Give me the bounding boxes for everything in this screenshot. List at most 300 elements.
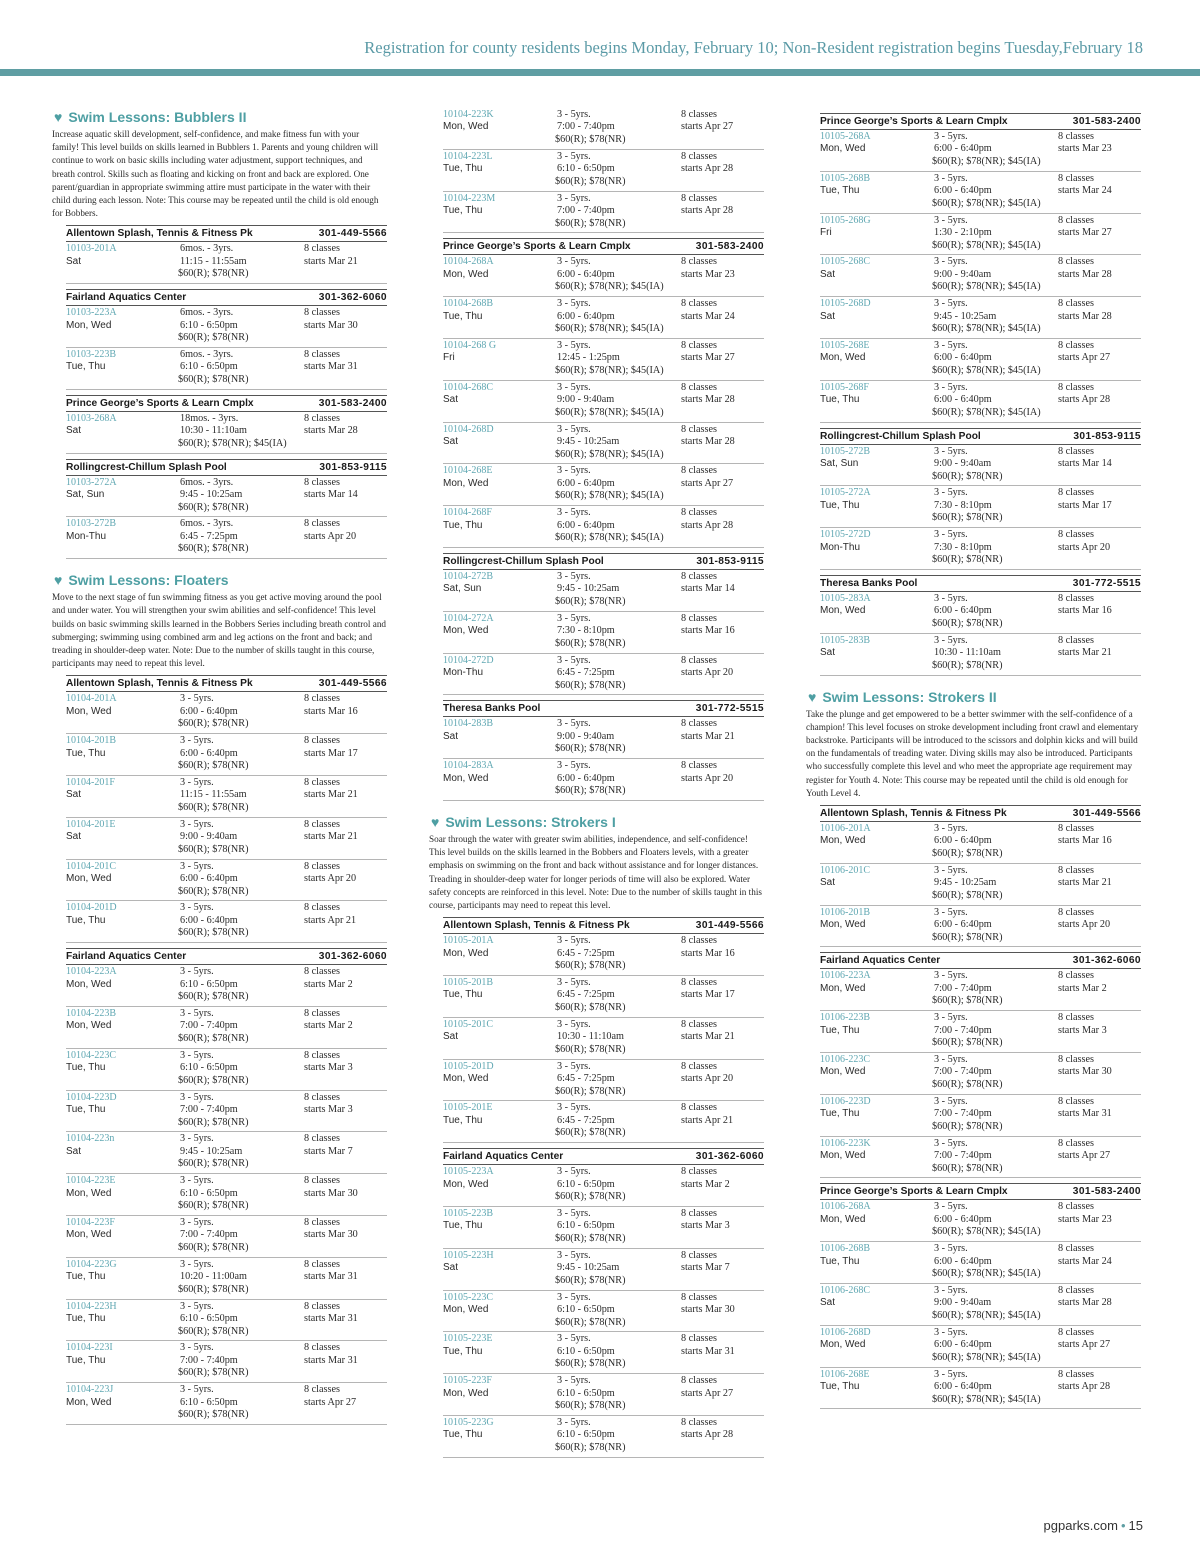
class-row <box>820 172 1141 214</box>
class-schedule-cell <box>304 477 387 502</box>
class-id-cell <box>820 907 932 932</box>
class-schedule-cell <box>304 1008 387 1033</box>
class-days: Mon, Wed <box>66 873 112 885</box>
location-phone: 301-583-2400 <box>318 397 387 409</box>
class-ages: 3 - 5yrs. <box>557 1333 591 1345</box>
class-days: Mon, Wed <box>443 1303 489 1315</box>
class-code-link[interactable]: 10105-201E <box>443 1102 493 1114</box>
class-ages: 3 - 5yrs. <box>934 592 968 604</box>
class-price: $60(R); $78(NR) <box>932 1162 1003 1174</box>
class-time: 6:10 - 6:50pm <box>180 1396 238 1408</box>
class-start: starts Mar 27 <box>681 352 735 364</box>
class-days: Sat <box>443 1262 459 1274</box>
class-schedule-cell <box>1058 865 1141 890</box>
class-code-link[interactable]: 10104-201F <box>66 777 115 789</box>
class-id-cell <box>443 1102 555 1127</box>
class-code-link[interactable]: 10105-268G <box>820 214 871 226</box>
class-schedule-cell <box>681 1375 764 1400</box>
class-row <box>820 445 1141 487</box>
class-days: Sat <box>820 647 836 659</box>
class-ages: 3 - 5yrs. <box>557 760 591 772</box>
class-code-link[interactable]: 10104-201A <box>66 693 117 705</box>
class-schedule-cell <box>304 413 387 438</box>
class-code-link[interactable]: 10104-223F <box>66 1216 115 1228</box>
class-code-link[interactable]: 10104-223C <box>66 1049 116 1061</box>
class-id-cell <box>443 424 555 449</box>
class-code-link[interactable]: 10104-223n <box>66 1133 115 1145</box>
class-code-link[interactable]: 10103-272A <box>66 476 117 488</box>
class-id-cell <box>66 243 178 268</box>
class-ages: 3 - 5yrs. <box>180 1258 214 1270</box>
class-schedule-cell <box>304 735 387 760</box>
class-price: $60(R); $78(NR); $45(IA) <box>932 406 1041 418</box>
location-header <box>443 917 764 934</box>
location-name: Allentown Splash, Tennis & Fitness Pk <box>820 807 1007 819</box>
class-schedule-cell <box>681 193 764 218</box>
class-code-link[interactable]: 10106-201B <box>820 906 870 918</box>
class-row <box>443 506 764 548</box>
class-schedule-cell <box>1058 970 1141 995</box>
class-ages: 3 - 5yrs. <box>557 507 591 519</box>
class-row <box>820 528 1141 570</box>
location-phone: 301-853-9115 <box>1073 430 1141 442</box>
class-code-link[interactable]: 10103-223B <box>66 349 116 361</box>
class-price: $60(R); $78(NR) <box>178 374 249 386</box>
class-price: $60(R); $78(NR); $45(IA) <box>555 281 664 293</box>
class-id-cell <box>66 693 178 718</box>
class-count: 8 classes <box>304 518 340 530</box>
class-code-link[interactable]: 10106-268D <box>820 1326 871 1338</box>
class-schedule-cell <box>304 1259 387 1284</box>
class-code-link[interactable]: 10104-223B <box>66 1008 116 1019</box>
class-row <box>66 412 387 454</box>
class-info-cell <box>180 735 304 760</box>
class-price: $60(R); $78(NR) <box>555 1358 626 1370</box>
class-start: starts Mar 2 <box>681 1178 730 1190</box>
class-ages: 3 - 5yrs. <box>934 214 968 226</box>
class-code-link[interactable]: 10104-268 G <box>443 339 497 351</box>
class-price: $60(R); $78(NR); $45(IA) <box>932 323 1041 335</box>
class-days: Tue, Thu <box>66 1104 106 1115</box>
class-days: Tue, Thu <box>820 1024 860 1036</box>
class-schedule-cell <box>681 613 764 638</box>
class-days: Tue, Thu <box>66 1312 106 1324</box>
class-info-cell <box>934 340 1058 365</box>
class-price: $60(R); $78(NR) <box>932 470 1003 482</box>
class-row <box>66 734 387 776</box>
location-name: Prince George’s Sports & Learn Cmplx <box>820 1186 1008 1198</box>
class-info-cell <box>557 718 681 743</box>
class-count: 8 classes <box>1058 1137 1094 1149</box>
class-time: 6:10 - 6:50pm <box>180 978 238 990</box>
class-code-link[interactable]: 10105-201D <box>443 1060 494 1072</box>
class-code-link[interactable]: 10105-272A <box>820 487 871 499</box>
location-header <box>820 805 1141 822</box>
class-count: 8 classes <box>1058 634 1094 646</box>
class-days: Tue, Thu <box>66 914 106 926</box>
class-ages: 3 - 5yrs. <box>180 1008 214 1019</box>
class-time: 9:00 - 9:40am <box>934 268 992 280</box>
class-code-link[interactable]: 10104-201D <box>66 902 117 914</box>
class-code-link[interactable]: 10103-268A <box>66 412 117 424</box>
class-count: 8 classes <box>1058 445 1094 457</box>
class-code-link[interactable]: 10106-223D <box>820 1095 871 1107</box>
class-time: 6:00 - 6:40pm <box>934 918 992 930</box>
class-start: starts Mar 7 <box>304 1145 353 1157</box>
class-price: $60(R); $78(NR) <box>178 1367 249 1379</box>
class-id-cell <box>820 1285 932 1310</box>
class-days: Sat <box>66 789 82 801</box>
class-ages: 3 - 5yrs. <box>934 298 968 310</box>
class-time: 11:15 - 11:55am <box>180 789 247 801</box>
class-count: 8 classes <box>681 150 717 162</box>
class-code-link[interactable]: 10106-223K <box>820 1137 871 1149</box>
class-id-cell <box>443 1417 555 1442</box>
class-info-cell <box>180 1259 304 1284</box>
class-code-link[interactable]: 10105-201C <box>443 1018 493 1030</box>
class-id-cell <box>443 109 555 134</box>
class-ages: 3 - 5yrs. <box>180 1384 214 1396</box>
class-schedule-cell <box>681 1166 764 1191</box>
class-ages: 3 - 5yrs. <box>934 1368 968 1380</box>
class-info-cell <box>934 970 1058 995</box>
class-price: $60(R); $78(NR) <box>555 1085 626 1097</box>
page-number: 15 <box>1128 1518 1143 1533</box>
class-code-link[interactable]: 10104-201C <box>66 860 116 872</box>
class-id-cell <box>66 966 178 991</box>
class-code-link[interactable]: 10106-223B <box>820 1012 870 1024</box>
class-code-link[interactable]: 10104-223E <box>66 1175 116 1187</box>
class-schedule-cell <box>681 507 764 532</box>
location-name: Prince George’s Sports & Learn Cmplx <box>820 116 1008 127</box>
class-id-cell <box>820 1012 932 1037</box>
class-price: $60(R); $78(NR); $45(IA) <box>932 156 1041 167</box>
class-count: 8 classes <box>681 935 717 947</box>
class-code-link[interactable]: 10104-268A <box>443 256 494 268</box>
class-days: Mon, Wed <box>820 1149 866 1161</box>
class-price: $60(R); $78(NR) <box>932 659 1003 671</box>
class-id-cell <box>66 1259 178 1284</box>
class-price: $60(R); $78(NR) <box>932 1078 1003 1090</box>
class-start: starts Mar 17 <box>304 747 358 759</box>
class-ages: 3 - 5yrs. <box>557 1166 591 1178</box>
class-code-link[interactable]: 10104-223A <box>66 966 117 978</box>
class-price: $60(R); $78(NR); $45(IA) <box>932 1393 1041 1405</box>
class-time: 6:10 - 6:50pm <box>180 319 238 331</box>
class-code-link[interactable]: 10106-268C <box>820 1284 870 1296</box>
class-code-link[interactable]: 10104-268E <box>443 465 493 477</box>
class-id-cell <box>443 465 555 490</box>
class-days: Sat, Sun <box>820 457 859 469</box>
class-price: $60(R); $78(NR) <box>932 889 1003 901</box>
class-row <box>820 864 1141 906</box>
class-start: starts Mar 16 <box>1058 605 1112 617</box>
class-code-link[interactable]: 10106-223A <box>820 970 871 982</box>
class-schedule-cell <box>681 1417 764 1442</box>
class-code-link[interactable]: 10104-223I <box>66 1342 113 1354</box>
class-id-cell <box>66 1050 178 1075</box>
class-code-link[interactable]: 10104-223G <box>66 1258 117 1270</box>
class-code-link[interactable]: 10104-272B <box>443 570 493 582</box>
class-row <box>443 654 764 696</box>
class-time: 6:10 - 6:50pm <box>180 1187 238 1199</box>
location-phone: 301-853-9115 <box>696 555 764 567</box>
class-ages: 3 - 5yrs. <box>557 1060 591 1072</box>
class-code-link[interactable]: 10104-223D <box>66 1091 117 1103</box>
class-row <box>443 1374 764 1416</box>
class-code-link[interactable]: 10104-268C <box>443 381 493 393</box>
class-ages: 3 - 5yrs. <box>557 339 591 351</box>
class-time: 6:00 - 6:40pm <box>934 1339 992 1351</box>
class-code-link[interactable]: 10106-223C <box>820 1053 870 1065</box>
class-info-cell <box>557 1292 681 1317</box>
class-id-cell <box>820 823 932 848</box>
class-start: starts Mar 14 <box>1058 457 1112 469</box>
class-ages: 3 - 5yrs. <box>180 1342 214 1354</box>
class-price: $60(R); $78(NR) <box>178 1116 249 1128</box>
class-schedule-cell <box>1058 1012 1141 1037</box>
class-info-cell <box>934 907 1058 932</box>
class-id-cell <box>820 970 932 995</box>
class-ages: 3 - 5yrs. <box>934 1137 968 1149</box>
class-code-link[interactable]: 10106-268A <box>820 1201 871 1213</box>
class-code-link[interactable]: 10105-201A <box>443 935 494 947</box>
class-code-link[interactable]: 10106-201A <box>820 822 871 834</box>
class-count: 8 classes <box>304 1300 340 1312</box>
class-code-link[interactable]: 10104-283B <box>443 718 493 730</box>
class-code-link[interactable]: 10105-223B <box>443 1207 493 1219</box>
class-code-link[interactable]: 10103-272B <box>66 518 116 530</box>
class-row <box>443 1291 764 1333</box>
class-code-link[interactable]: 10104-223M <box>443 192 496 204</box>
class-count: 8 classes <box>1058 487 1094 499</box>
class-schedule-cell <box>681 1292 764 1317</box>
class-code-link[interactable]: 10105-268D <box>820 298 871 310</box>
class-time: 6:00 - 6:40pm <box>557 310 615 322</box>
class-ages: 3 - 5yrs. <box>557 150 591 162</box>
class-count: 8 classes <box>304 777 340 789</box>
class-code-link[interactable]: 10103-201A <box>66 243 117 255</box>
class-days: Mon, Wed <box>66 1187 112 1199</box>
class-days: Tue, Thu <box>66 361 106 373</box>
class-schedule-cell <box>304 1133 387 1158</box>
column-1 <box>52 108 387 1425</box>
class-days: Sat <box>443 435 459 447</box>
class-id-cell <box>66 518 178 543</box>
class-count: 8 classes <box>304 243 340 255</box>
class-price: $60(R); $78(NR); $45(IA) <box>555 364 664 376</box>
class-time: 9:45 - 10:25am <box>180 1145 243 1157</box>
class-days: Tue, Thu <box>820 185 860 197</box>
section-title-text: Swim Lessons: Floaters <box>68 572 229 589</box>
class-code-link[interactable]: 10104-283A <box>443 760 494 772</box>
class-time: 9:00 - 9:40am <box>557 394 615 406</box>
class-days: Mon, Wed <box>66 705 112 717</box>
class-code-link[interactable]: 10104-272D <box>443 654 494 666</box>
class-code-link[interactable]: 10105-223E <box>443 1333 493 1345</box>
class-id-cell <box>66 819 178 844</box>
class-count: 8 classes <box>1058 864 1094 876</box>
class-code-link[interactable]: 10105-272B <box>820 445 870 457</box>
class-id-cell <box>820 382 932 407</box>
class-price: $60(R); $78(NR); $45(IA) <box>932 1268 1041 1280</box>
class-info-cell <box>180 1175 304 1200</box>
class-price: $60(R); $78(NR) <box>178 1158 249 1170</box>
class-code-link[interactable]: 10103-223A <box>66 307 117 319</box>
class-row <box>820 634 1141 676</box>
class-count: 8 classes <box>304 1133 340 1145</box>
class-ages: 3 - 5yrs. <box>180 735 214 747</box>
class-info-cell <box>934 1012 1058 1037</box>
class-start: starts Apr 28 <box>681 163 734 175</box>
class-code-link[interactable]: 10106-268B <box>820 1243 870 1255</box>
class-schedule-cell <box>681 1333 764 1358</box>
class-code-link[interactable]: 10104-268B <box>443 298 493 310</box>
class-ages: 3 - 5yrs. <box>934 1284 968 1296</box>
class-code-link[interactable]: 10104-223J <box>66 1384 114 1396</box>
class-code-link[interactable]: 10105-223G <box>443 1416 494 1428</box>
class-code-link[interactable]: 10104-201E <box>66 818 116 830</box>
class-price: $60(R); $78(NR) <box>178 927 249 939</box>
class-row <box>443 1165 764 1207</box>
class-ages: 3 - 5yrs. <box>557 1416 591 1428</box>
location-name: Allentown Splash, Tennis & Fitness Pk <box>66 678 253 690</box>
location-header <box>66 225 387 242</box>
class-count: 8 classes <box>681 1102 717 1114</box>
class-schedule-cell <box>304 1384 387 1409</box>
class-id-cell <box>820 1096 932 1121</box>
class-schedule-cell <box>1058 1369 1141 1394</box>
class-code-link[interactable]: 10105-268F <box>820 381 869 393</box>
class-info-cell <box>180 966 304 991</box>
class-code-link[interactable]: 10104-268D <box>443 423 494 435</box>
class-code-link[interactable]: 10104-201B <box>66 735 116 747</box>
class-info-cell <box>557 1061 681 1086</box>
class-ages: 3 - 5yrs. <box>557 465 591 477</box>
class-row <box>66 1049 387 1091</box>
class-code-link[interactable]: 10104-272A <box>443 612 494 624</box>
class-ages: 3 - 5yrs. <box>934 1243 968 1255</box>
class-start: starts Apr 20 <box>1058 541 1111 553</box>
class-start: starts Mar 2 <box>304 978 353 990</box>
class-time: 7:30 - 8:10pm <box>557 625 615 637</box>
location-name: Fairland Aquatics Center <box>66 951 187 963</box>
class-schedule-cell <box>304 518 387 543</box>
class-count: 8 classes <box>1058 381 1094 393</box>
class-info-cell <box>934 529 1058 554</box>
class-code-link[interactable]: 10105-283B <box>820 634 870 646</box>
class-code-link[interactable]: 10106-268E <box>820 1368 870 1380</box>
class-row <box>443 150 764 192</box>
class-info-cell <box>934 865 1058 890</box>
class-schedule-cell <box>304 1050 387 1075</box>
class-code-link[interactable]: 10105-223A <box>443 1166 494 1178</box>
class-code-link[interactable]: 10105-223H <box>443 1249 494 1261</box>
class-code-link[interactable]: 10104-223H <box>66 1300 117 1312</box>
class-start: starts Mar 21 <box>304 831 358 843</box>
class-info-cell <box>934 382 1058 407</box>
class-row <box>66 860 387 902</box>
class-row <box>820 486 1141 528</box>
class-ages: 3 - 5yrs. <box>934 529 968 541</box>
class-days: Mon, Wed <box>66 1396 112 1408</box>
class-code-link[interactable]: 10104-223L <box>443 150 493 162</box>
class-price: $60(R); $78(NR) <box>555 134 626 145</box>
class-code-link[interactable]: 10105-223F <box>443 1375 492 1387</box>
class-schedule-cell <box>304 349 387 374</box>
class-days: Sat <box>66 831 82 843</box>
class-code-link[interactable]: 10105-201B <box>443 976 493 988</box>
class-code-link[interactable]: 10106-201C <box>820 864 870 876</box>
class-code-link[interactable]: 10105-223C <box>443 1291 493 1303</box>
class-id-cell <box>66 1175 178 1200</box>
class-id-cell <box>66 1008 178 1033</box>
class-count: 8 classes <box>681 423 717 435</box>
location-phone: 301-362-6060 <box>695 1151 764 1163</box>
location-header <box>66 289 387 306</box>
heart-icon: ♥ <box>431 813 440 830</box>
class-price: $60(R); $78(NR) <box>555 1400 626 1412</box>
class-time: 9:45 - 10:25am <box>934 877 997 889</box>
class-row <box>66 1383 387 1425</box>
class-code-link[interactable]: 10105-268A <box>820 131 871 142</box>
class-ages: 3 - 5yrs. <box>557 1249 591 1261</box>
site-url[interactable]: pgparks.com <box>1043 1518 1118 1533</box>
class-code-link[interactable]: 10104-268F <box>443 507 492 519</box>
class-count: 8 classes <box>304 1258 340 1270</box>
class-start: starts Apr 27 <box>681 477 734 489</box>
class-id-cell <box>443 382 555 407</box>
class-row <box>820 1284 1141 1326</box>
class-info-cell <box>934 1369 1058 1394</box>
class-ages: 3 - 5yrs. <box>557 381 591 393</box>
class-time: 6:10 - 6:50pm <box>557 1345 615 1357</box>
class-start: starts Apr 28 <box>681 205 734 216</box>
class-price: $60(R); $78(NR); $45(IA) <box>555 448 664 460</box>
class-code-link[interactable]: 10105-268C <box>820 256 870 268</box>
class-info-cell <box>934 593 1058 618</box>
class-id-cell <box>66 307 178 332</box>
class-id-cell <box>820 446 932 471</box>
class-time: 11:15 - 11:55am <box>180 255 247 267</box>
class-info-cell <box>557 1375 681 1400</box>
class-info-cell <box>557 465 681 490</box>
class-time: 6:00 - 6:40pm <box>557 519 615 531</box>
class-code-link[interactable]: 10105-283A <box>820 592 871 604</box>
class-id-cell <box>66 1342 178 1367</box>
class-count: 8 classes <box>304 693 340 705</box>
class-code-link[interactable]: 10105-268E <box>820 339 870 351</box>
class-row <box>443 934 764 976</box>
class-days: Tue, Thu <box>443 310 483 322</box>
class-code-link[interactable]: 10105-268B <box>820 172 870 184</box>
class-row <box>820 1137 1141 1179</box>
class-time: 6:00 - 6:40pm <box>180 873 238 885</box>
section-title <box>54 108 387 126</box>
class-id-cell <box>66 1217 178 1242</box>
class-time: 6:45 - 7:25pm <box>557 1072 615 1084</box>
class-start: starts Mar 27 <box>1058 227 1112 238</box>
class-start: starts Apr 28 <box>681 519 734 531</box>
class-price: $60(R); $78(NR) <box>555 960 626 972</box>
class-days: Sat, Sun <box>66 489 105 501</box>
class-code-link[interactable]: 10104-223K <box>443 109 494 120</box>
class-start: starts Mar 31 <box>681 1345 735 1357</box>
class-info-cell <box>557 571 681 596</box>
class-id-cell <box>820 131 932 156</box>
class-code-link[interactable]: 10105-272D <box>820 529 871 541</box>
class-info-cell <box>180 349 304 374</box>
